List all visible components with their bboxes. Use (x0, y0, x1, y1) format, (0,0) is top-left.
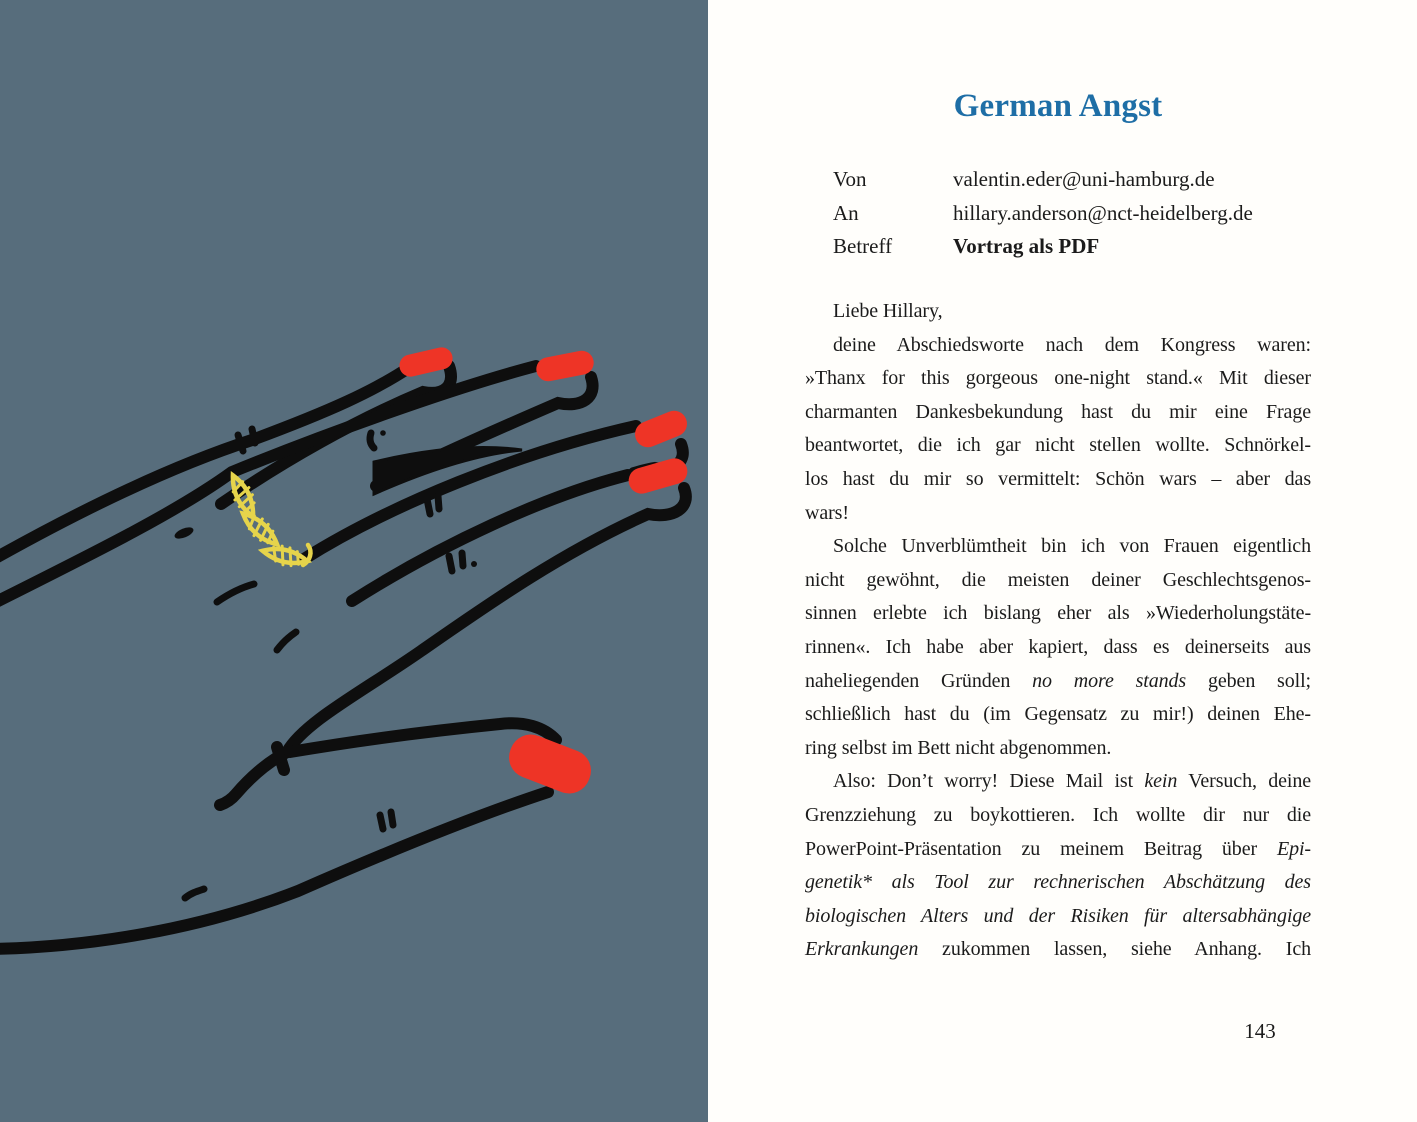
body-text: Solche Unverblümtheit bin ich von Frauen eigentlich (833, 535, 1311, 558)
body-line (805, 530, 1311, 564)
body-text: Grenzziehung zu boykottieren. Ich wollte dir nur die (805, 803, 1311, 826)
body-text: Also: Don’t worry! Diese Mail ist (833, 770, 1145, 793)
body-text: zukommen lassen, siehe Anhang. Ich (918, 938, 1311, 961)
body-text: wars! (805, 501, 849, 524)
body-text-italic: genetik* als Tool zur rechnerischen Abschätzung des (805, 871, 1311, 894)
illustration-panel (0, 0, 708, 1122)
body-line (805, 866, 1311, 900)
page-number: 143 (1244, 1019, 1276, 1043)
body-line (805, 933, 1311, 967)
body-line (805, 765, 1311, 799)
body-line (805, 799, 1311, 833)
body-text: deine Abschiedsworte nach dem Kongress waren: (833, 333, 1311, 356)
body-text: geben soll; (1186, 669, 1312, 692)
body-text: schließlich hast du (im Gegensatz zu mir!) deinen Ehe- (805, 703, 1311, 726)
body-line (805, 900, 1311, 934)
body-line (805, 429, 1311, 463)
email-header-value: hillary.anderson@nct-heidelberg.de (953, 200, 1253, 225)
body-line (805, 329, 1311, 363)
email-header-row-betreff (833, 230, 1311, 264)
body-line (805, 597, 1311, 631)
body-text: Versuch, deine (1177, 770, 1312, 793)
body-line (805, 497, 1311, 531)
book-page (708, 0, 1417, 1122)
body-text-italic: no more stands (1032, 669, 1187, 692)
email-header-label: An (833, 200, 859, 225)
email-header-label: Betreff (833, 234, 893, 258)
body-line (805, 631, 1311, 665)
email-header-value: Vortrag als PDF (953, 234, 1100, 258)
body-line (805, 833, 1311, 867)
body-text-italic: kein (1144, 770, 1178, 793)
email-header-value: valentin.eder@uni-hamburg.de (953, 167, 1215, 191)
body-line (805, 362, 1311, 396)
hand-with-dna-ring-illustration (0, 0, 708, 1122)
body-text: los hast du mir so vermittelt: Schön wars – aber das (805, 467, 1311, 490)
body-line (805, 665, 1311, 699)
body-text: Liebe Hillary, (833, 300, 943, 322)
body-text: PowerPoint-Präsentation zu meinem Beitrag über (805, 837, 1277, 860)
body-text-italic: Erkrankungen (805, 938, 919, 961)
body-text: charmanten Dankesbekundung hast du mir eine Frage (805, 400, 1311, 423)
email-header-row-an (833, 197, 1311, 231)
body-text: beantwortet, die ich gar nicht stellen wollte. Schnörkel- (805, 434, 1311, 457)
body-text: ring selbst im Bett nicht abgenommen. (805, 736, 1112, 759)
body-text: rinnen«. Ich habe aber kapiert, dass es deinerseits aus (805, 635, 1311, 658)
body-text: »Thanx for this gorgeous one-night stand.« Mit dieser (805, 367, 1311, 390)
body-text: naheliegenden Gründen (805, 669, 1033, 692)
dna-ring-icon (225, 471, 311, 570)
email-header-row-von (833, 163, 1311, 197)
body-text-italic: biologischen Alters und der Risiken für altersabhängige (805, 904, 1311, 927)
chapter-title: German Angst (953, 88, 1163, 124)
email-header-label: Von (833, 167, 867, 191)
body-line (805, 698, 1311, 732)
body-line (805, 732, 1311, 766)
email-body (805, 295, 1311, 967)
body-text: sinnen erlebte ich bislang eher als »Wiederholungstäte- (805, 602, 1311, 625)
email-headers (833, 163, 1311, 264)
body-line (805, 396, 1311, 430)
body-text: nicht gewöhnt, die meisten deiner Geschlechtsgenos- (805, 568, 1311, 591)
body-line (805, 564, 1311, 598)
hand-outline (0, 366, 686, 949)
body-text-italic: Epi- (1276, 837, 1311, 860)
body-line (805, 463, 1311, 497)
body-line (805, 295, 1311, 329)
